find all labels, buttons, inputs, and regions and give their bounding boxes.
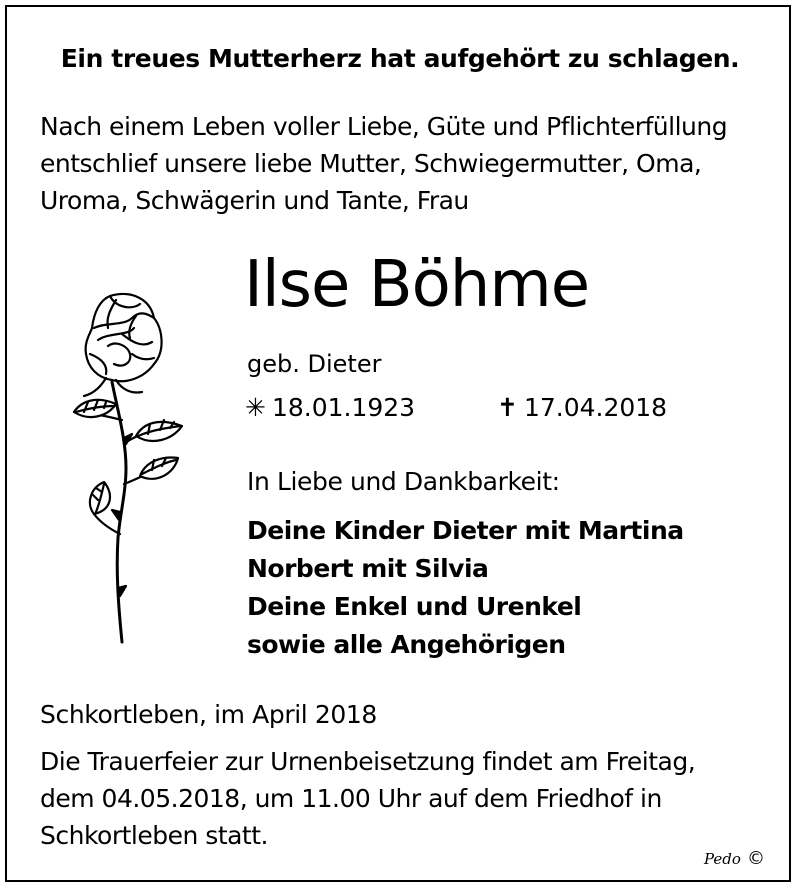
funeral-line: Die Trauerfeier zur Urnenbeisetzung findet am Freitag, [40,747,696,776]
artist-signature: Pedo [704,850,741,868]
funeral-line: Schkortleben statt. [40,821,268,850]
death-cross-icon: ✝ [497,393,518,422]
funeral-line: dem 04.05.2018, um 11.00 Uhr auf dem Friedhof in [40,784,662,813]
birth-date-value: 18.01.1923 [271,393,416,422]
death-date-value: 17.04.2018 [523,393,668,422]
intro-line: Nach einem Leben voller Liebe, Güte und Pflichterfüllung [40,112,728,141]
credit [704,848,765,869]
rose-icon [36,288,186,658]
birth-date [245,393,415,422]
mourners-list [247,512,684,664]
mourner-line: Norbert mit Silvia [247,554,489,583]
mourner-line: Deine Enkel und Urenkel [247,592,582,621]
funeral-info [40,743,760,854]
intro-line: entschlief unsere liebe Mutter, Schwiegermutter, Oma, [40,149,702,178]
deceased-name: Ilse Böhme [244,248,590,322]
maiden-name: geb. Dieter [247,350,382,378]
birth-star-icon: ✳ [245,393,266,422]
mourner-line: Deine Kinder Dieter mit Martina [247,516,684,545]
place-date: Schkortleben, im April 2018 [40,700,377,729]
mourner-line: sowie alle Angehörigen [247,630,566,659]
heading: Ein treues Mutterherz hat aufgehört zu schlagen. [60,44,740,73]
death-date [497,393,667,422]
intro-text [40,108,765,219]
thanks-line: In Liebe und Dankbarkeit: [247,467,560,496]
intro-line: Uroma, Schwägerin und Tante, Frau [40,186,469,215]
copyright-icon: © [746,848,765,869]
